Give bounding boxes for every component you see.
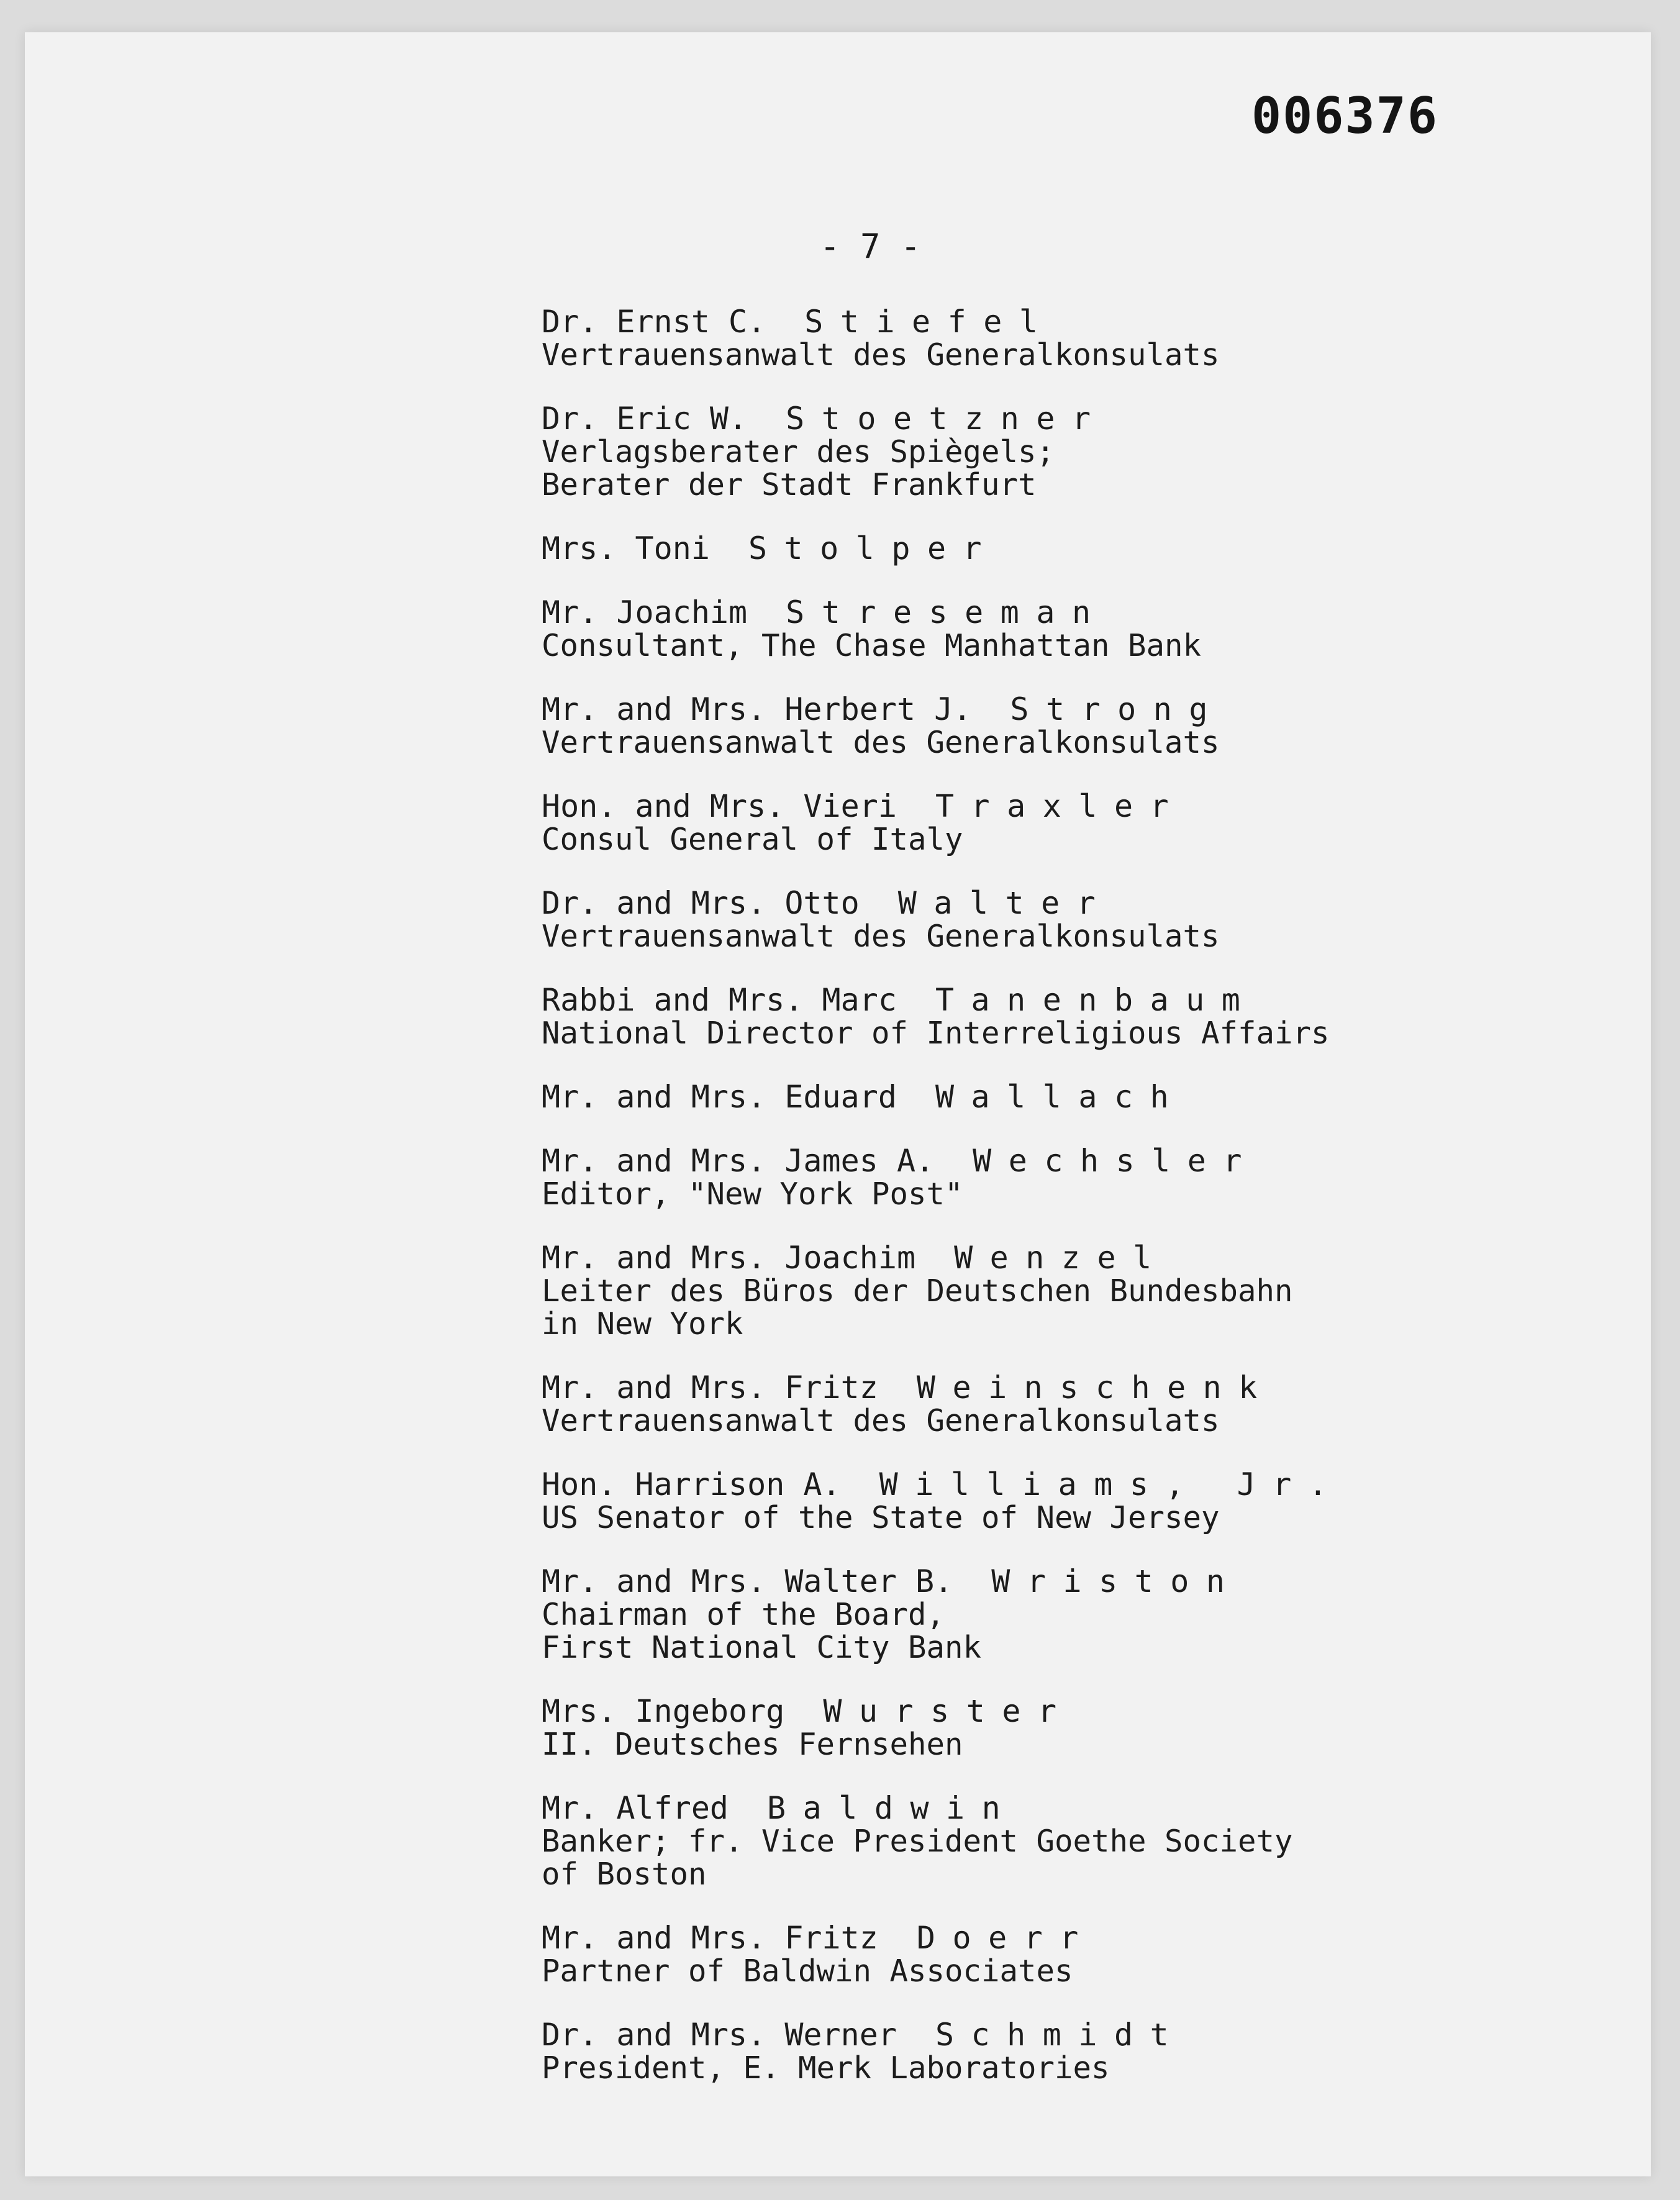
guest-list bbox=[542, 306, 1461, 2116]
guest-name-line bbox=[542, 693, 1461, 726]
guest-entry bbox=[542, 1792, 1461, 1891]
guest-surname: Stoetzner bbox=[786, 401, 1108, 437]
guest-surname: Williams, Jr. bbox=[879, 1466, 1345, 1502]
guest-surname: Wenzel bbox=[954, 1240, 1169, 1276]
guest-surname: Schmidt bbox=[935, 2017, 1186, 2053]
guest-surname: Traxler bbox=[935, 788, 1186, 824]
guest-given-name: Mr. and Mrs. Walter B. bbox=[542, 1563, 953, 1599]
guest-given-name: Mr. and Mrs. Eduard bbox=[542, 1079, 897, 1115]
guest-name-line bbox=[542, 1145, 1461, 1178]
guest-description-line: Editor, "New York Post" bbox=[542, 1176, 963, 1212]
guest-surname: Doerr bbox=[916, 1920, 1096, 1956]
guest-description-line: First National City Bank bbox=[542, 1630, 982, 1665]
guest-description-line: US Senator of the State of New Jersey bbox=[542, 1500, 1220, 1535]
guest-description-line: Vertrauensanwalt des Generalkonsulats bbox=[542, 1403, 1220, 1439]
guest-description-line: Verlagsberater des Spiègels; bbox=[542, 434, 1055, 470]
guest-entry bbox=[542, 532, 1461, 565]
guest-surname: Stiefel bbox=[804, 304, 1055, 340]
guest-name-line bbox=[542, 306, 1461, 339]
guest-entry bbox=[542, 2019, 1461, 2084]
guest-entry bbox=[542, 1145, 1461, 1211]
guest-entry bbox=[542, 306, 1461, 371]
guest-name-line bbox=[542, 1468, 1461, 1501]
guest-entry bbox=[542, 1695, 1461, 1761]
document-number: 006376 bbox=[1251, 87, 1438, 145]
guest-entry bbox=[542, 1081, 1461, 1114]
guest-surname: Weinschenk bbox=[916, 1370, 1274, 1406]
guest-entry bbox=[542, 984, 1461, 1050]
guest-name-line bbox=[542, 402, 1461, 435]
guest-surname: Wallach bbox=[935, 1079, 1186, 1115]
guest-given-name: Dr. Ernst C. bbox=[542, 304, 766, 340]
guest-description-line: President, E. Merk Laboratories bbox=[542, 2050, 1110, 2086]
guest-description-line: Berater der Stadt Frankfurt bbox=[542, 467, 1037, 502]
guest-name-line bbox=[542, 1371, 1461, 1404]
guest-given-name: Hon. Harrison A. bbox=[542, 1466, 841, 1502]
guest-description-line: Leiter des Büros der Deutschen Bundesbahn bbox=[542, 1273, 1293, 1309]
guest-description-line: II. Deutsches Fernsehen bbox=[542, 1727, 963, 1762]
guest-description-line: Chairman of the Board, bbox=[542, 1597, 945, 1632]
guest-name-line bbox=[542, 532, 1461, 565]
guest-given-name: Mr. and Mrs. Fritz bbox=[542, 1370, 878, 1406]
guest-given-name: Rabbi and Mrs. Marc bbox=[542, 982, 897, 1018]
guest-name-line bbox=[542, 790, 1461, 823]
guest-surname: Walter bbox=[897, 885, 1113, 921]
guest-surname: Wriston bbox=[991, 1563, 1242, 1599]
guest-given-name: Mr. and Mrs. Fritz bbox=[542, 1920, 878, 1956]
guest-entry bbox=[542, 1468, 1461, 1534]
guest-given-name: Dr. and Mrs. Otto bbox=[542, 885, 860, 921]
guest-name-line bbox=[542, 2019, 1461, 2052]
guest-entry bbox=[542, 596, 1461, 662]
guest-given-name: Dr. and Mrs. Werner bbox=[542, 2017, 897, 2053]
guest-name-line bbox=[542, 1695, 1461, 1728]
guest-surname: Wechsler bbox=[973, 1143, 1259, 1179]
guest-name-line bbox=[542, 887, 1461, 920]
guest-given-name: Hon. and Mrs. Vieri bbox=[542, 788, 897, 824]
guest-entry bbox=[542, 1565, 1461, 1664]
guest-entry bbox=[542, 693, 1461, 759]
guest-given-name: Mr. and Mrs. Herbert J. bbox=[542, 691, 972, 727]
guest-surname: Wurster bbox=[823, 1693, 1074, 1729]
guest-name-line bbox=[542, 984, 1461, 1017]
guest-entry bbox=[542, 1242, 1461, 1340]
guest-name-line bbox=[542, 1922, 1461, 1955]
page-number: - 7 - bbox=[820, 227, 921, 266]
guest-surname: Baldwin bbox=[767, 1790, 1018, 1826]
guest-given-name: Mrs. Ingeborg bbox=[542, 1693, 785, 1729]
document-page bbox=[25, 32, 1651, 2176]
guest-entry bbox=[542, 1922, 1461, 1988]
guest-name-line bbox=[542, 1081, 1461, 1114]
guest-description-line: of Boston bbox=[542, 1857, 707, 1892]
guest-name-line bbox=[542, 1565, 1461, 1598]
guest-surname: Streseman bbox=[786, 594, 1108, 630]
guest-entry bbox=[542, 402, 1461, 501]
guest-surname: Strong bbox=[1010, 691, 1225, 727]
guest-description-line: Vertrauensanwalt des Generalkonsulats bbox=[542, 919, 1220, 954]
guest-entry bbox=[542, 887, 1461, 953]
guest-entry bbox=[542, 1371, 1461, 1437]
guest-entry bbox=[542, 790, 1461, 856]
guest-surname: Tanenbaum bbox=[935, 982, 1258, 1018]
guest-description-line: in New York bbox=[542, 1306, 743, 1342]
guest-surname: Stolper bbox=[748, 530, 999, 566]
guest-description-line: National Director of Interreligious Affairs bbox=[542, 1016, 1330, 1051]
guest-description-line: Vertrauensanwalt des Generalkonsulats bbox=[542, 337, 1220, 373]
guest-description-line: Partner of Baldwin Associates bbox=[542, 1953, 1073, 1989]
guest-description-line: Banker; fr. Vice President Goethe Society bbox=[542, 1824, 1293, 1859]
guest-given-name: Mr. and Mrs. Joachim bbox=[542, 1240, 916, 1276]
guest-description-line: Vertrauensanwalt des Generalkonsulats bbox=[542, 725, 1220, 760]
guest-name-line bbox=[542, 1242, 1461, 1275]
guest-name-line bbox=[542, 596, 1461, 629]
guest-given-name: Mrs. Toni bbox=[542, 530, 710, 566]
guest-description-line: Consultant, The Chase Manhattan Bank bbox=[542, 628, 1202, 663]
guest-given-name: Mr. Joachim bbox=[542, 594, 748, 630]
guest-name-line bbox=[542, 1792, 1461, 1825]
guest-description-line: Consul General of Italy bbox=[542, 822, 963, 857]
guest-given-name: Dr. Eric W. bbox=[542, 401, 748, 437]
guest-given-name: Mr. and Mrs. James A. bbox=[542, 1143, 935, 1179]
guest-given-name: Mr. Alfred bbox=[542, 1790, 729, 1826]
